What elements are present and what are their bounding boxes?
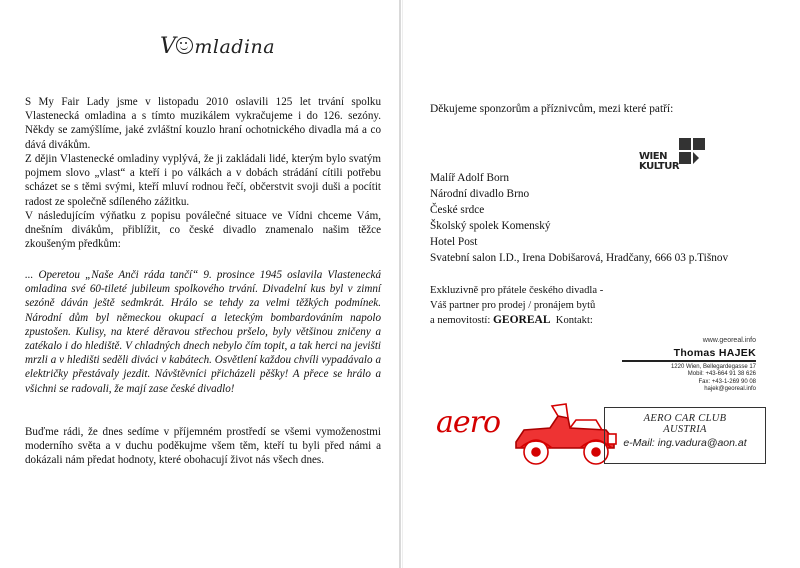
club-country: AUSTRIA (663, 424, 707, 435)
page-fold (399, 0, 401, 568)
history-paragraph: Z dějin Vlastenecké omladiny vyplývá, že ji zakládali lidé, kterým bylo svatým pojmem slovo „vlast“ a kteří i po válkách a v dobách strádání cítili potřebu scházet se s těmi svými, kteří mluví rodnou řečí, občerstvit svoji duši a pocítit radost ze společně sdíleného zážitku. (25, 153, 381, 208)
sponsor-item: Školský spolek Komenský (430, 219, 551, 232)
intro-paragraph: S My Fair Lady jsme v listopadu 2010 oslavili 125 let trvání spolku Vlastenecká omladina a s tímto muzikálem vykračujeme i do 126. sezóny. Někdy se zamýšlíme, jaké zvláštní kouzlo hraní ochotnického divadla má a co dává divákům. (25, 96, 381, 151)
aero-car-club-box (604, 407, 766, 464)
georeal-ad: Exkluzivně pro přátele českého divadla - Váš partner pro prodej / pronájem bytů a nemovitostí: GEOREAL Kontakt: (430, 285, 604, 326)
aero-logo-text: aero (436, 405, 501, 440)
business-card (616, 337, 756, 394)
wien-kultur-logo: WIEN KULTUR (639, 138, 711, 180)
card-fax: Fax: +43-1-269 90 08 (698, 378, 756, 385)
club-email: e-Mail: ing.vadura@aon.at (623, 437, 747, 449)
card-name: Thomas HAJEK (673, 347, 756, 359)
card-mobile: Mobil: +43-664 91 38 626 (687, 371, 756, 378)
sponsor-list (430, 171, 728, 266)
excerpt-intro-paragraph: V následujícím výňatku z popisu poválečné situace ve Vídni chceme Vám, dnešním divákům, přiblížit, co české divadlo znamenalo našim těžce zkoušeným předkům: (25, 210, 381, 251)
left-page (0, 0, 399, 568)
sponsors-heading: Děkujeme sponzorům a příznivcům, mezi které patří: (430, 103, 674, 115)
card-url: www.georeal.info (702, 337, 756, 344)
georeal-brand: GEOREAL (492, 314, 551, 326)
closing-paragraph: Buďme rádi, že dnes sedíme v příjemném prostředí se všemi vymoženostmi moderního světa a v duchu poděkujme všem těm, kteří tu byli před námi a dokázali nám předat hodnoty, které obohacují život nás všech dnes. (25, 426, 381, 467)
smiley-icon (176, 37, 193, 54)
card-address: 1220 Wien, Bellegardegasse 17 (670, 363, 756, 370)
sponsor-item: Svatební salon I.D., Irena Dobišarová, Hradčany, 666 03 p.Tišnov (430, 251, 729, 264)
sponsor-item: Malíř Adolf Born (430, 172, 510, 184)
historical-quote: ... Operetou „Naše Anči ráda tančí“ 9. prosince 1945 oslavila Vlastenecká omladina své 60-tileté jubileum spolkového trvání. Divadelní kus byl v zimní sezóně dáván ještě sedmkrát. Hrálo se tehdy za velmi těžkých podmínek. Národní dům byl německou okupací a leteckým bombardováním napolo zpustošen. Kulisy, na které děravou střechou pršelo, byly většinou zničeny a zatékalo i do hlediště. V chladných dnech nebylo čím topit, a tak herci na jevišti mrzli a v hledišti seděli diváci v kabátech. Osvětlení každou chvíli vypadávalo a električky přestávaly jezdit. Návštěvníci přicházeli pěšky! A přece se hrálo a všichni se radovali, že mají zase české divadlo! (25, 269, 381, 395)
sponsor-item: České srdce (430, 203, 485, 216)
sponsor-item: Hotel Post (430, 235, 478, 248)
omladina-logo: V mladina (160, 34, 276, 59)
page-fold-shadow (402, 0, 403, 568)
card-divider (622, 360, 756, 362)
club-name: AERO CAR CLUB (643, 413, 727, 424)
card-email: hajek@georeal.info (704, 386, 756, 393)
sponsor-item: Národní divadlo Brno (430, 187, 530, 200)
